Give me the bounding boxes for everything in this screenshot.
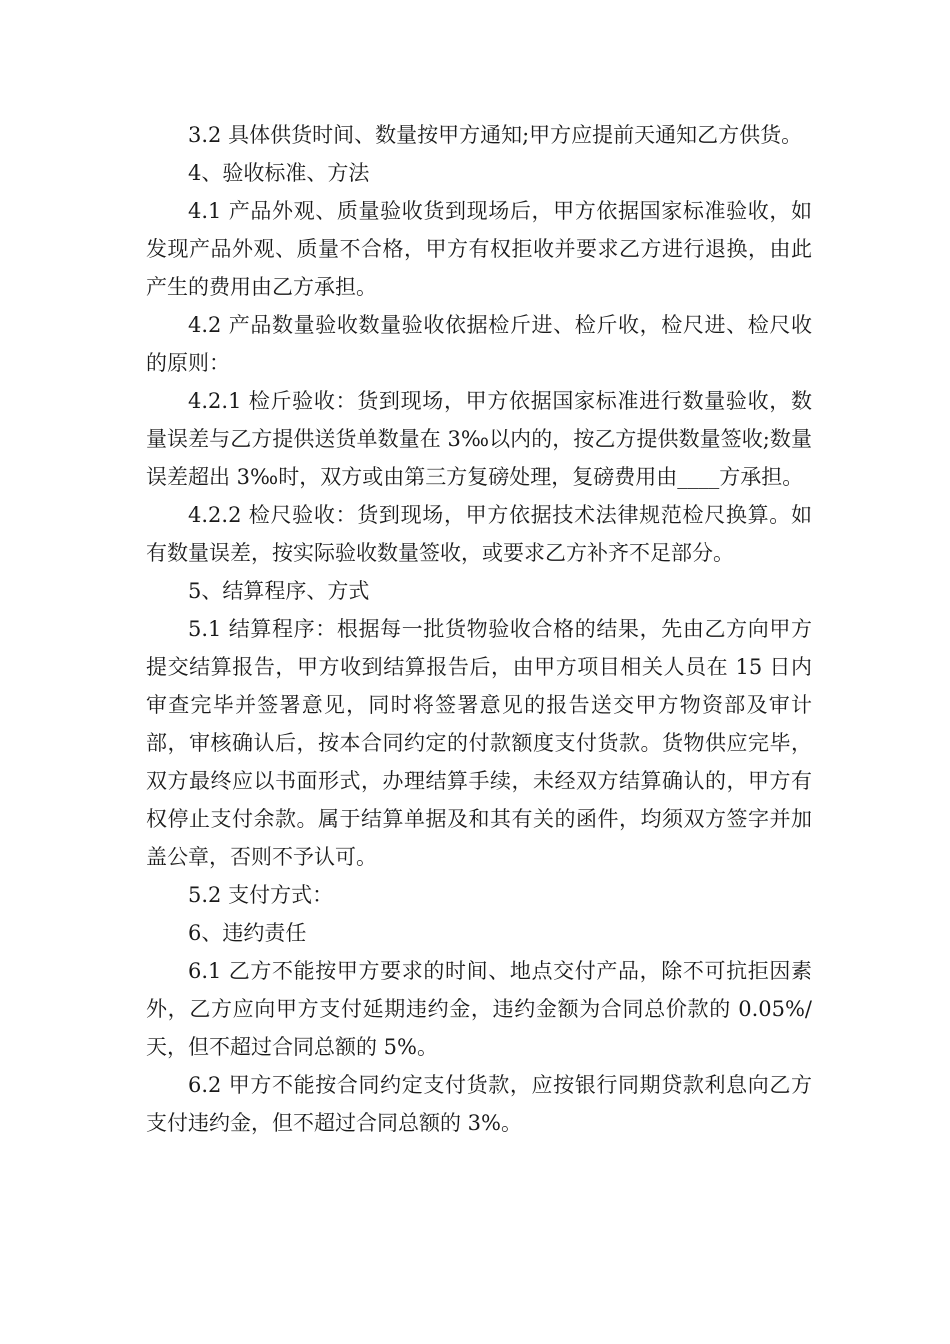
clause-4-1: 4.1 产品外观、质量验收货到现场后，甲方依据国家标准验收，如发现产品外观、质量不合格，甲方有权拒收并要求乙方进行退换，由此产生的费用由乙方承担。 [146,199,812,299]
clause-5-2: 5.2 支付方式： [188,883,334,907]
clause-4-2-2: 4.2.2 检尺验收：货到现场，甲方依据技术法律规范检尺换算。如有数量误差，按实际验收数量签收，或要求乙方补齐不足部分。 [146,503,812,565]
clause-6-1: 6.1 乙方不能按甲方要求的时间、地点交付产品，除不可抗拒因素外，乙方应向甲方支付延期违约金，违约金额为合同总价款的 0.05%/天，但不超过合同总额的 5%。 [146,959,812,1059]
section-heading-4: 4、验收标准、方法 [188,161,370,185]
clause-4-2-1: 4.2.1 检斤验收：货到现场，甲方依据国家标准进行数量验收，数量误差与乙方提供送货单数量在 3‰以内的，按乙方提供数量签收;数量误差超出 3‰时，双方或由第三方复磅处理，复磅费用由____方承担。 [146,389,812,489]
clause-4-2: 4.2 产品数量验收数量验收依据检斤进、检斤收，检尺进、检尺收的原则： [146,313,812,375]
section-heading-5: 5、结算程序、方式 [188,579,370,603]
clause-5-1: 5.1 结算程序：根据每一批货物验收合格的结果，先由乙方向甲方提交结算报告，甲方收到结算报告后，由甲方项目相关人员在 15 日内审查完毕并签署意见，同时将签署意见的报告送交甲方物资部及审计部，审核确认后，按本合同约定的付款额度支付货款。货物供应完毕，双方最终应以书面形式，办理结算手续，未经双方结算确认的，甲方有权停止支付余款。属于结算单据及和其有关的函件，均须双方签字并加盖公章，否则不予认可。 [146,617,812,869]
clause-6-2: 6.2 甲方不能按合同约定支付货款，应按银行同期贷款利息向乙方支付违约金，但不超过合同总额的 3%。 [146,1073,812,1135]
document-page [146,116,812,1142]
clause-3-2: 3.2 具体供货时间、数量按甲方通知;甲方应提前天通知乙方供货。 [188,123,803,147]
section-heading-6: 6、违约责任 [188,921,307,945]
